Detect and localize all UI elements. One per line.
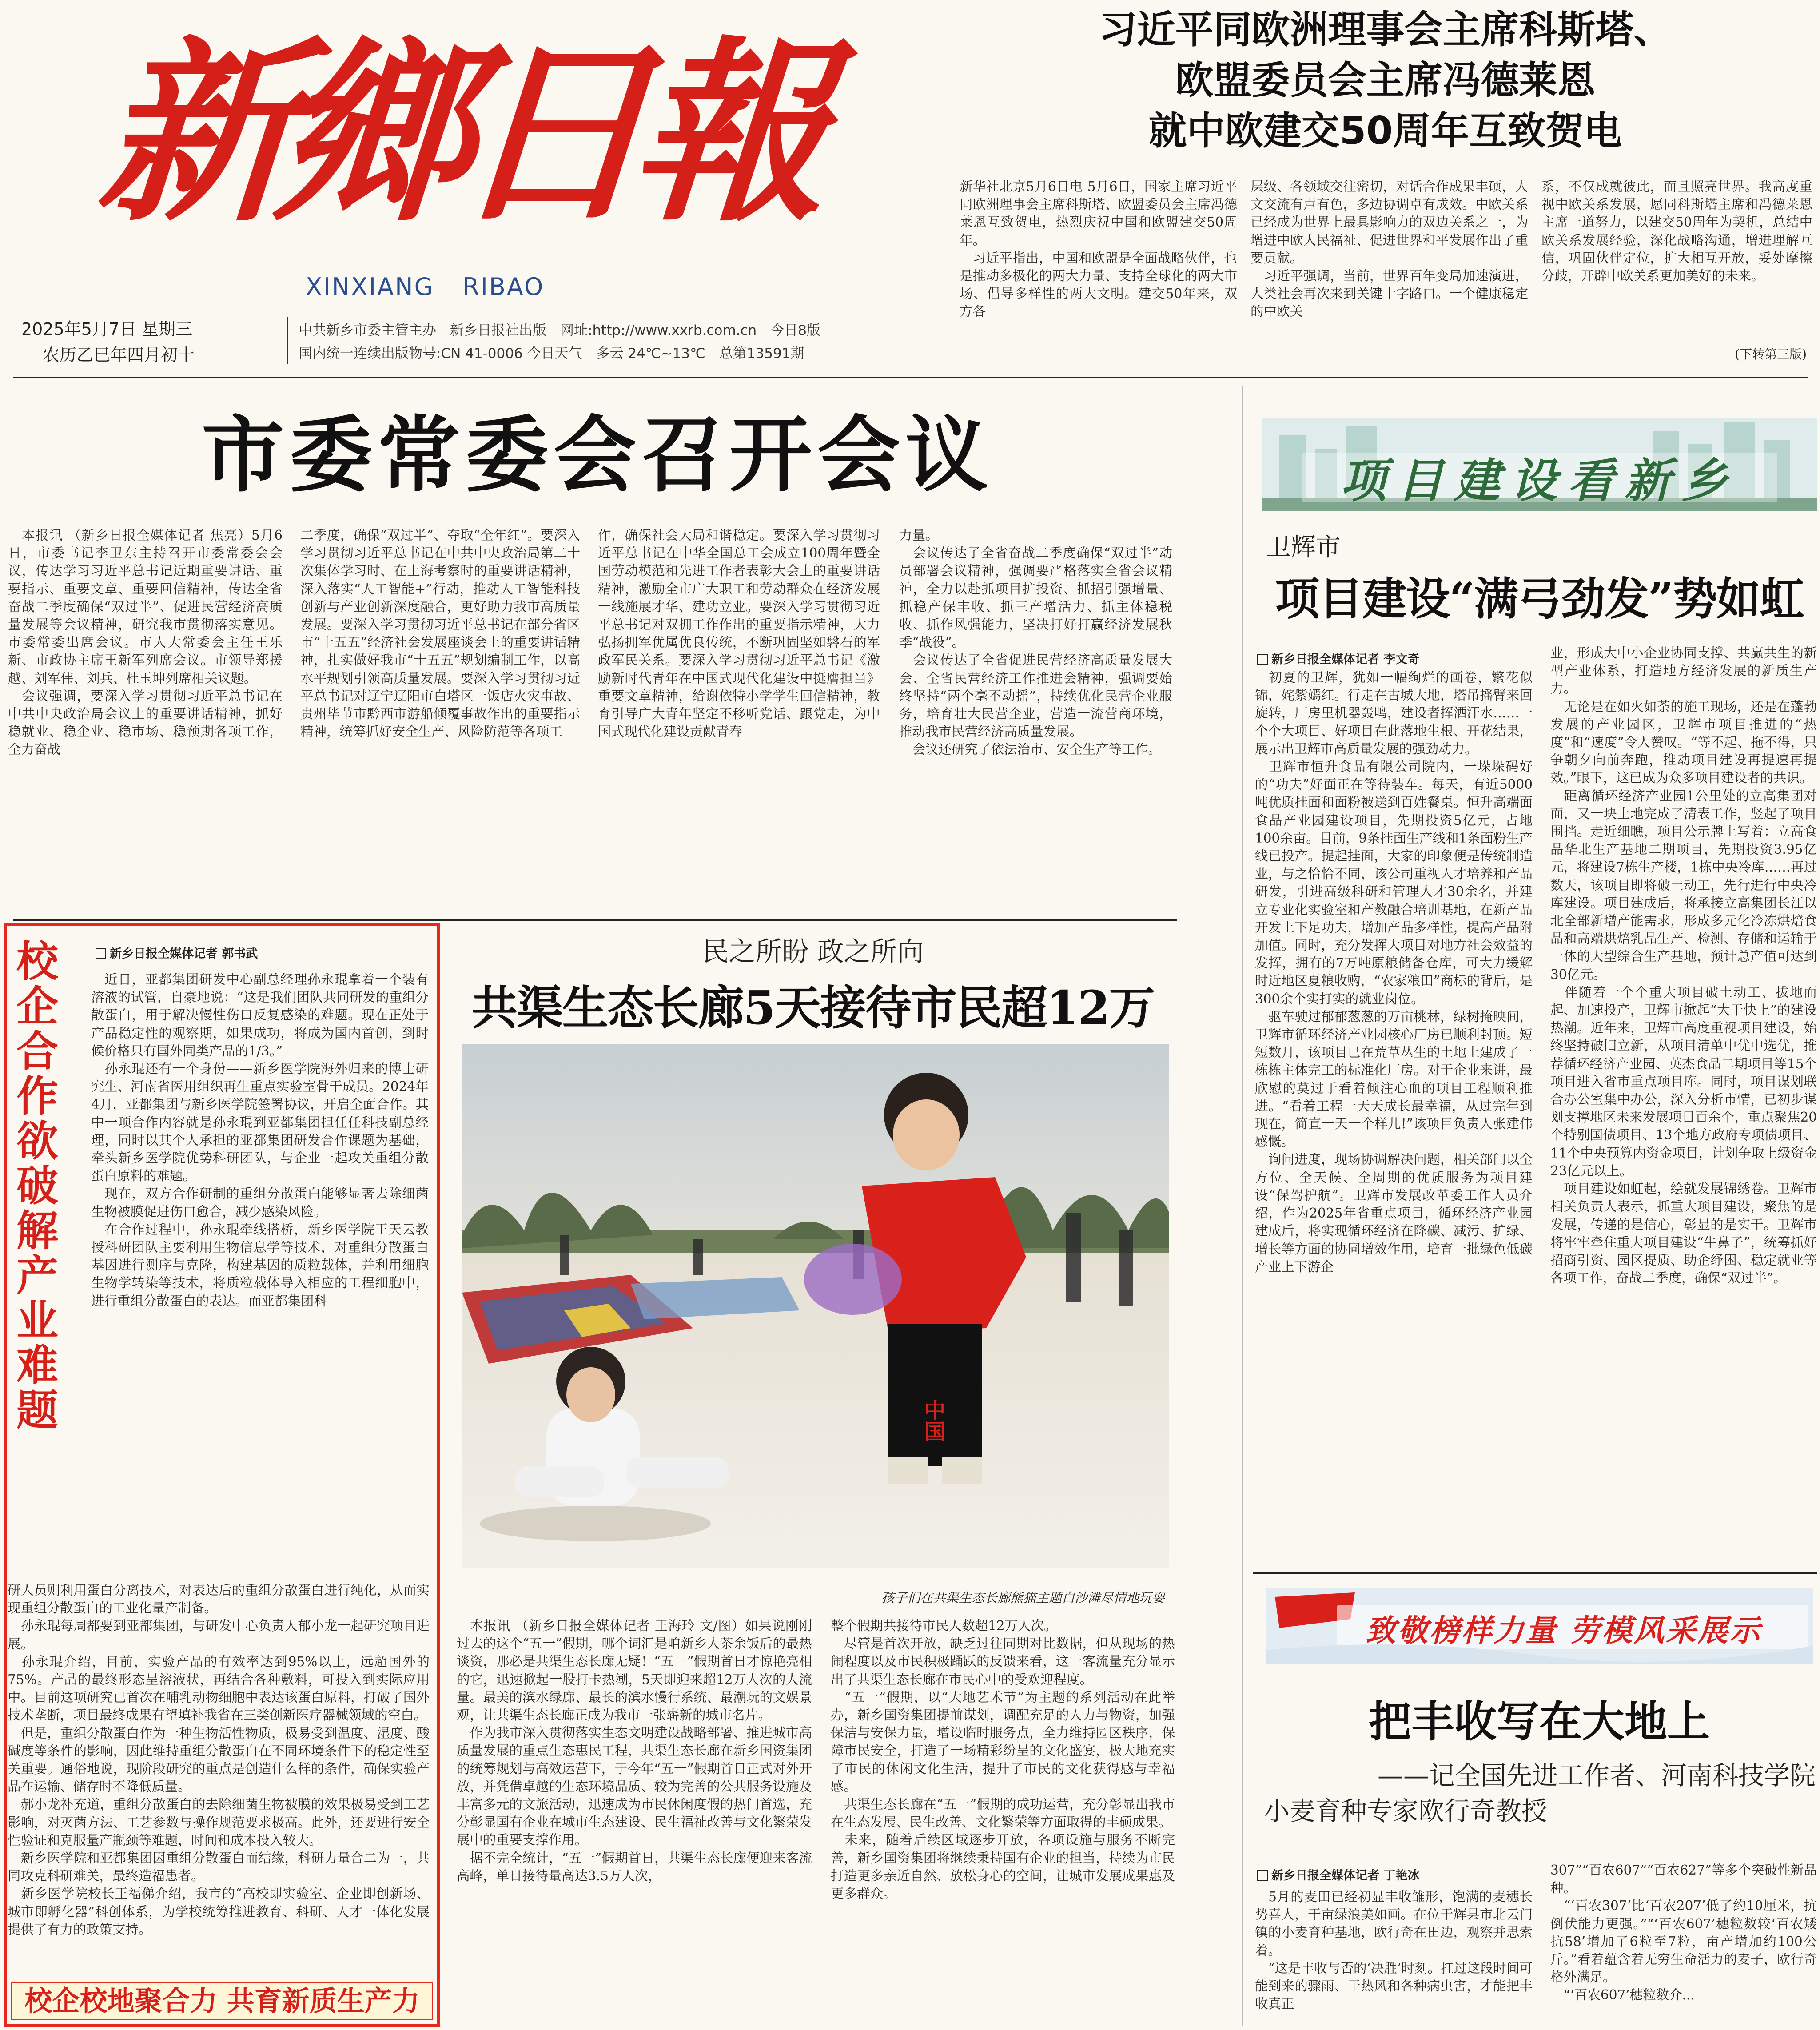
ecology-column-1: 本报讯 （新乡日报全媒体记者 王海玲 文/图）如果说刚刚过去的这个“五一”假期，哪个词汇是咱新乡人茶余饭后的最热谈资，那必是共渠生态长廊无疑！“五一”假期首日才惊艳亮相的它，迅速掀起一股打卡热潮，5天即迎来超12万人次的人流量。最美的滨水绿廊、最长的滨水慢行系统、最潮玩的文娱景观，让共渠生态长廊正成为我市一张崭新的城市名片。 作为我市深入贯彻落实生态文明建设战略部署、推进城市高质量发展的重点生态惠民工程，共渠生态长廊在新乡国资集团的统筹规划与高效运营下，于今年“五一”假期首日正式对外开放，并凭借卓越的生态环境品质、较为完善的公共服务设施及丰富多元的文旅活动，迅速成为市民休闲度假的热门首选，充分彰显国有企业在城市生态建设、民生福祉改善与文化繁荣发展中的重要支撑作用。 据不完全统计，“五一”假期首日，共渠生态长廊便迎来客流高峰，单日接待量高达3.5万人次， — [457, 1618, 812, 1883]
school-enterprise-column-top: 近日，亚都集团研发中心副总经理孙永琨拿着一个装有溶液的试管，自豪地说：“这是我们团队共同研发的重组分散蛋白，用于解决慢性伤口反复感染的难题。现在正处于产品稳定性的观察期，如果成功，将成为国内首创，到时候价格只有国外同类产品的1/3。” 孙永琨还有一个身份——新乡医学院海外归来的博士研究生、河南省医用组织再生重点实验室骨干成员。2024年4月，亚都集团与新乡医学院签署协议，开启全面合作。其中一项合作内容就是孙永琨到亚都集团担任任科技副总经理，同时以其个人承担的亚都集团研发合作课题为基础，牵头新乡医学院优势科研团队，与企业一起攻关重组分散蛋白原料的难题。 现在，双方合作研制的重组分散蛋白能够显著去除细菌生物被膜促进伤口愈合，减少感染风险。 在合作过程中，孙永琨牵线搭桥，新乡医学院王天云教授科研团队主要利用生物信息学等技术，对重组分散蛋白基因进行测序与克隆，构建基因的质粒载体，并利用细胞生物学转染等技术，将质粒载体导入相应的工程细胞中，进行重组分散蛋白的表达。而亚都集团科 — [91, 972, 429, 1309]
school-enterprise-banner: 校企校地聚合力 共育新质生产力 — [11, 1982, 433, 2020]
ecology-headline: 共渠生态长廊5天接待市民超12万 — [471, 980, 1155, 1035]
school-enterprise-box — [4, 923, 440, 2027]
top-story-column-1: 新华社北京5月6日电 5月6日，国家主席习近平同欧洲理事会主席科斯塔、欧盟委员会主席冯德莱恩互致贺电，热烈庆祝中国和欧盟建交50周年。 习近平指出，中国和欧盟是全面战略伙伴，也是推动多极化的两大力量、支持全球化的两大市场、倡导多样性的两大文明。建交50年来，双方各 — [960, 179, 1237, 319]
ecology-photo — [462, 1044, 1169, 1568]
project-column-1: 初夏的卫辉，犹如一幅绚烂的画卷，繁花似锦，姹紫嫣红。行走在古城大地，塔吊摇臂来回旋转，厂房里机器轰鸣，建设者挥洒汗水……一个个大项目、好项目在此落地生根、开花结果，展示出卫辉市高质量发展的强劲动力。 卫辉市恒升食品有限公司院内，一垛垛码好的“功夫”好面正在等待装车。每天，有近5000吨优质挂面和面粉被送到百姓餐桌。恒升高端面食品产业园建设项目，先期投资5亿元，占地100余亩。目前，9条挂面生产线和1条面粉生产线已投产。提起挂面，大家的印象便是传统制造业，与之恰恰不同，该公司重视人才培养和产品研发，引进高级科研和管理人才30余名，并建立专业化实验室和产教融合培训基地，在新产品开发上下足功夫，增加产品多样性，提高产品附加值。同时，充分发挥大项目对地方社会效益的发挥，拥有的7万吨原粮储备仓库，可大力缓解时近地区夏粮收购，“农家粮田”商标的背后，是300余个实打实的就业岗位。 驱车驶过郁郁葱葱的万亩桃林，绿树掩映间，卫辉市循环经济产业园核心厂房已顺利封顶。短短数月，该项目已在荒草丛生的土地上建成了一栋栋主体完工的标准化厂房。对于企业来讲，最欣慰的莫过于看着倾注心血的项目工程顺利推进。“看着工程一天天成长最幸福，从过完年到现在，简直一天一个样儿!”该项目负责人张建伟感慨。 询问进度，现场协调解决问题，相关部门以全方位、全天候、全周期的优质服务为项目建设“保驾护航”。卫辉市发展改革委工作人员介绍，作为2025年省重点项目，循环经济产业园建成后，将实现循环经济在降碳、减污、扩绿、增长等方面的协同增效作用，培育一批绿色低碳产业上下游企 — [1255, 670, 1533, 1274]
ecology-kicker: 民之所盼 政之所向 — [702, 936, 924, 967]
right-section-rule — [1253, 1572, 1817, 1574]
project-column-2: 业，形成大中小企业协同支撑、共赢共生的新型产业体系，打造地方经济发展的新质生产力。 无论是在如火如荼的施工现场，还是在蓬勃发展的产业园区，卫辉市项目推进的“热度”和“速度”令人赞叹。“等不起、拖不得，只争朝夕向前奔跑，推动项目建设再提速再提效。”眼下，这已成为众多项目建设者的共识。 距离循环经济产业园1公里处的立高集团对面，又一块土地完成了清表工作，竖起了项目围挡。走近细瞧，项目公示牌上写着：立高食品华北生产基地二期项目，先期投资3.95亿元，将建设7栋生产楼，1栋中央冷库……再过数天，该项目即将破土动工，先行进行中央冷库建设。项目建成后，将承接立高集团长江以北全部新增产能需求，形成多元化冷冻烘焙食品和高端烘焙乳品生产、检测、存储和运输于一体的大型综合生产基地，预计总产值可达到30亿元。 伴随着一个个重大项目破土动工、拔地而起、加速投产，卫辉市掀起“大干快上”的建设热潮。近年来，卫辉市高度重视项目建设，始终坚持破旧立新，从项目清单中优中选优，推荐循环经济产业园、英杰食品二期项目等15个项目进入省市重点项目库。同时，项目谋划联合办公室集中办公，深入分析市情，已初步谋划支撑地区未来发展项目百余个，重点聚焦20个特别国债项目、13个地方政府专项债项目、11个中央预算内资金项目，计划争取上级资金23亿元以上。 项目建设如虹起，绘就发展锦绣卷。卫辉市相关负责人表示，抓重大项目建设，聚焦的是发展，传递的是信心，彰显的是实干。卫辉市将牢牢牵住重大项目建设“牛鼻子”，统筹抓好招商引资、园区提质、助企纾困、稳定就业等各项工作，奋战二季度，确保“双过半”。 — [1550, 645, 1817, 1286]
shirt-text: 中国 — [920, 1399, 945, 1442]
model-worker-subhead-2: 小麦育种专家欧行奇教授 — [1264, 1796, 1548, 1826]
logo-pinyin: XINXIANG RIBAO — [306, 273, 545, 301]
byline-box-icon — [1257, 654, 1268, 665]
masthead-rule — [13, 377, 1808, 378]
project-location: 卫辉市 — [1266, 533, 1341, 562]
meeting-column-4: 力量。 会议传达了全省奋战二季度确保“双过半”动员部署会议精神，强调要严格落实全省会议精神，全力以赴抓项目扩投资、抓招引强增量、抓稳产保丰收、抓三产增活力、抓主体稳税收、抓作风强能力，坚决打好打赢经济发展秋季“战役”。 会议传达了全省促进民营经济高质量发展大会、全省民营经济工作推进会精神，强调要始终坚持“两个毫不动摇”，持续优化民营企业服务，培育壮大民营企业，营造一流营商环境，推动我市民营经济高质量发展。 会议还研究了依法治市、安全生产等工作。 — [899, 528, 1172, 757]
issue-date: 2025年5月7日 星期三 — [21, 319, 193, 339]
school-enterprise-byline: 新乡日报全媒体记者 郭书武 — [96, 944, 258, 961]
meeting-headline: 市委常委会召开会议 — [201, 407, 993, 503]
model-worker-subhead-1: ——记全国先进工作者、河南科技学院 — [1377, 1760, 1816, 1791]
photo-caption: 孩子们在共渠生态长廊熊猫主题白沙滩尽情地玩耍 — [881, 1590, 1165, 1605]
school-enterprise-column-bottom: 研人员则利用蛋白分离技术，对表达后的重组分散蛋白进行纯化，从而实现重组分散蛋白的工业化量产制备。 孙永琨每周都要到亚都集团，与研发中心负责人郁小龙一起研究项目进展。 孙永琨介绍，目前，实验产品的有效率达到95%以上，远超国外的75%。产品的最终形态呈溶液状，再结合各种敷料，可投入到实际应用中。目前这项研究已首次在哺乳动物细胞中表达该蛋白原料，打破了国外技术垄断，项目最终成果有望填补我省在三类创新医疗器械领域的空白。 但是，重组分散蛋白作为一种生物活性物质，极易受到温度、湿度、酸碱度等条件的影响，因此维持重组分散蛋白在不同环境条件下的稳定性至关重要。通俗地说，现阶段研究的重点是创造什么样的条件，确保实验产品在运输、储存时不降低质量。 郝小龙补充道，重组分散蛋白的去除细菌生物被膜的效果极易受到工艺影响，对灭菌方法、工艺参数与操作规范要求极高。此外，还要进行安全性验证和克服量产瓶颈等难题，时间和成本投入较大。 新乡医学院和亚都集团因重组分散蛋白而结缘，科研力量合二为一，共同攻克科研难关，最终造福患者。 新乡医学院校长王福俤介绍，我市的“高校即实验室、企业即创新场、城市即孵化器”科创体系，为学校统筹推进教育、科研、人才一体化发展提供了有力的政策支持。 — [8, 1583, 430, 1937]
model-worker-column-2: 307”“百农607”“百农627”等多个突破性新品种。 “‘百农307’比‘百农207’低了约10厘米，抗倒伏能力更强。”“‘百农607’穗粒数较‘百农矮抗58’增加了6粒至7粒，亩产增加约100公斤。”看着蕴含着无穷生命活力的麦子，欧行奇格外满足。 “‘百农607’穗粒数介... — [1550, 1863, 1817, 2003]
masthead-divider — [287, 317, 288, 364]
school-enterprise-headline: 校企合作欲破解产业难题 — [16, 937, 59, 1435]
continued-note: (下转第三版) — [1735, 347, 1807, 362]
model-worker-banner-text: 致敬榜样力量 劳模风采展示 — [1366, 1613, 1762, 1648]
model-worker-headline: 把丰收写在大地上 — [1369, 1696, 1710, 1747]
byline-box-icon — [96, 948, 106, 959]
project-byline: 新乡日报全媒体记者 李文奇 — [1257, 649, 1419, 667]
top-story-column-2: 层级、各领域交往密切，对话合作成果丰硕，人文交流有声有色，多边协调卓有成效。中欧关系已经成为世界上最具影响力的双边关系之一，为增进中欧人民福祉、促进世界和平发展作出了重要贡献。 习近平强调，当前，世界百年变局加速演进，人类社会再次来到关键十字路口。一个健康稳定的中欧关 — [1251, 179, 1528, 319]
top-story — [951, 0, 1820, 382]
top-story-column-3: 系，不仅成就彼此，而且照亮世界。我高度重视中欧关系发展，愿同科斯塔主席和冯德莱恩主席一道努力，以建交50周年为契机，总结中欧关系发展经验，深化战略沟通，增进理解互信，巩固伙伴定位，扩大相互开放，妥处摩擦分歧，开辟中欧关系更加美好的未来。 — [1541, 179, 1812, 284]
top-story-headline: 习近平同欧洲理事会主席科斯塔、 欧盟委员会主席冯德莱恩 就中欧建交50周年互致贺电 — [1099, 8, 1672, 153]
model-worker-banner — [1266, 1588, 1813, 1664]
newspaper-logo: 新鄉日報 — [92, 18, 819, 248]
byline-box-icon — [1257, 1870, 1268, 1881]
section-rule — [13, 919, 1177, 921]
model-worker-column-1: 5月的麦田已经初显丰收雏形，饱满的麦穗长势喜人，干亩绿浪美如画。在位于辉县市北云门镇的小麦育种基地，欧行奇在田边，观察并思索着。 “这是丰收与否的‘决胜’时刻。扛过这段时间可能到来的骤雨、干热风和各种病虫害，才能把丰收真正 — [1255, 1889, 1533, 2012]
publisher-line: 中共新乡市委主管主办 新乡日报社出版 网址:http://www.xxrb.com.cn 今日8版 — [299, 322, 820, 338]
meeting-column-1: 本报讯 （新乡日报全媒体记者 焦亮）5月6日，市委书记李卫东主持召开市委常委会会议，传达学习习近平总书记近期重要讲话、重要指示、重要文章、重要回信精神，传达全省奋战二季度确保“双过半”、促进民营经济高质量发展等会议精神，研究我市贯彻落实意见。市委常委出席会议。市人大常委会主任王乐新、市政协主席王新军列席会议。市领导郑援越、刘军伟、刘兵、杜玉坤列席相关议题。 会议强调，要深入学习贯彻习近平总书记在中共中央政治局会议上的重要讲话精神，抓好稳就业、稳企业、稳市场、稳预期各项工作，全力奋战 — [8, 528, 283, 757]
ecology-column-2: 整个假期共接待市民人数超12万人次。 尽管是首次开放，缺乏过往同期对比数据，但从现场的热闹程度以及市民积极踊跃的反馈来看，这一客流量充分显示出了共渠生态长廊在市民心中的受欢迎程度。 “五一”假期，以“大地艺术节”为主题的系列活动在此举办，新乡国资集团提前谋划，调配充足的人力与物资，加强保洁与安保力量，增设临时服务点，全力维持园区秩序，保障市民安全，打造了一场精彩纷呈的文化盛宴，极大地充实了市民的休闲文化生活，提升了市民的文化获得感与幸福感。 共渠生态长廊在“五一”假期的成功运营，充分彰显出我市在生态发展、民生改善、文化繁荣等方面取得的丰硕成果。 未来，随着后续区域逐步开放，各项设施与服务不断完善，新乡国资集团将继续秉持国有企业的担当，持续为市民打造更多亲近自然、放松身心的空间，让城市发展成果惠及更多群众。 — [831, 1618, 1175, 1902]
project-banner — [1262, 418, 1817, 511]
meeting-column-3: 作，确保社会大局和谐稳定。要深入学习贯彻习近平总书记在中华全国总工会成立100周年暨全国劳动模范和先进工作者表彰大会上的重要讲话精神，激励全市广大职工和劳动群众在经济发展一线施展才华、建功立业。要深入学习贯彻习近平总书记对双拥工作作出的重要指示精神，大力弘扬拥军优属优良传统，不断巩固坚如磐石的军政军民关系。要深入学习贯彻习近平总书记《激励新时代青年在中国式现代化建设中挺膺担当》重要文章精神，给谢依特小学学生回信精神，教育引导广大青年坚定不移听党话、跟党走，为中国式现代化建设贡献青春 — [598, 528, 880, 740]
serial-line: 国内统一连续出版物号:CN 41-0006 今日天气 多云 24℃~13℃ 总第13591期 — [299, 346, 804, 362]
masthead — [0, 0, 968, 382]
lunar-date: 农历乙巳年四月初十 — [43, 345, 195, 365]
vertical-divider — [1242, 386, 1243, 2026]
model-worker-byline: 新乡日报全媒体记者 丁艳冰 — [1257, 1866, 1419, 1883]
beach-scene-image — [462, 1044, 1169, 1568]
project-headline: 项目建设“满弓劲发”势如虹 — [1275, 573, 1804, 625]
project-banner-text: 项目建设看新乡 — [1340, 453, 1738, 508]
meeting-column-2: 二季度，确保“双过半”、夺取“全年红”。要深入学习贯彻习近平总书记在中共中央政治局第二十次集体学习时、在上海考察时的重要讲话精神，深入落实“人工智能+”行动，推动人工智能科技创新与产业创新深度融合，更好助力我市高质量发展。要深入学习贯彻习近平总书记在部分省区市“十五五”经济社会发展座谈会上的重要讲话精神，扎实做好我市“十五五”规划编制工作，以高水平规划引领高质量发展。要深入学习贯彻习近平总书记对辽宁辽阳市白塔区一饭店火灾事故、贵州毕节市黔西市游船倾覆事故作出的重要指示精神，统筹抓好安全生产、风险防范等各项工 — [300, 528, 580, 740]
